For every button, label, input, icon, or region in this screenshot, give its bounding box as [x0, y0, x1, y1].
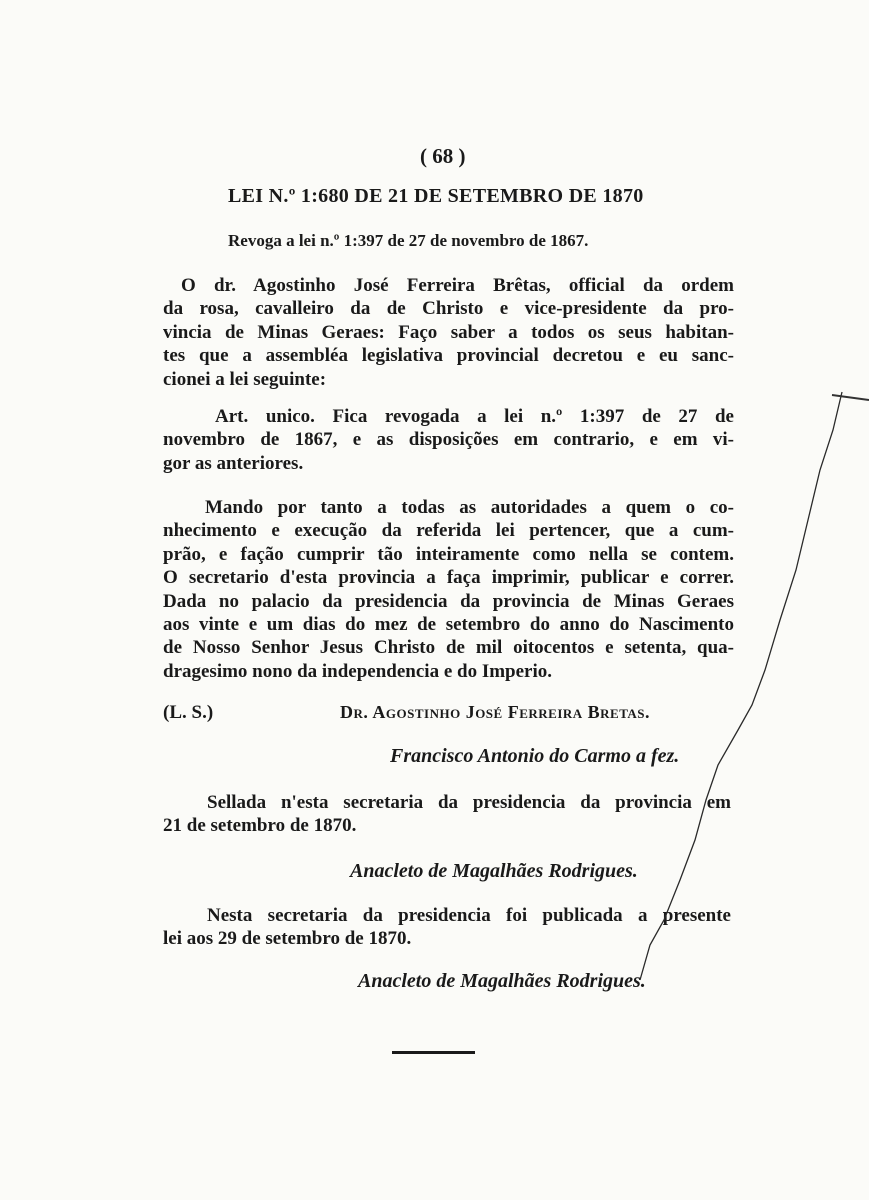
article-line: novembro de 1867, e as disposições em contrario, e em vi-	[163, 429, 734, 451]
preamble-line: cionei a lei seguinte:	[163, 368, 327, 390]
law-summary: Revoga a lei n.º 1:397 de 27 de novembro de 1867.	[228, 231, 589, 250]
published-by-signature: Anacleto de Magalhães Rodrigues.	[358, 970, 646, 992]
article-line: gor as anteriores.	[163, 452, 304, 474]
preamble-line: tes que a assembléa legislativa provincial decretou e eu sanc-	[163, 345, 734, 367]
mandate-line: prão, e fação cumprir tão inteiramente como nella se contem.	[163, 543, 734, 565]
article-paragraph	[163, 405, 734, 475]
mandate-paragraph	[163, 496, 734, 683]
published-note	[163, 904, 731, 951]
preamble-line: da rosa, cavalleiro da de Christo e vice-presidente da pro-	[163, 298, 734, 320]
preamble-line: O dr. Agostinho José Ferreira Brêtas, official da ordem	[181, 275, 734, 296]
sealed-by-signature: Anacleto de Magalhães Rodrigues.	[350, 860, 638, 882]
law-title: LEI N.º 1:680 DE 21 DE SETEMBRO DE 1870	[228, 185, 644, 207]
signatory-name: Dr. Agostinho José Ferreira Bretas.	[340, 702, 651, 722]
seal-mark: (L. S.)	[163, 702, 214, 723]
article-line: Art. unico. Fica revogada a lei n.º 1:397 de 27 de	[215, 406, 734, 427]
published-line: Nesta secretaria da presidencia foi publicada a presente	[207, 905, 731, 926]
mandate-line: dragesimo nono da independencia e do Imperio.	[163, 660, 553, 682]
mandate-line: O secretario d'esta provincia a faça imprimir, publicar e correr.	[163, 567, 734, 589]
closing-rule	[392, 1051, 475, 1054]
mandate-line: aos vinte e um dias do mez de setembro do anno do Nascimento	[163, 614, 734, 636]
page-number: ( 68 )	[420, 144, 466, 168]
published-line: lei aos 29 de setembro de 1870.	[163, 928, 412, 950]
sealed-line: 21 de setembro de 1870.	[163, 815, 357, 837]
mandate-line: Dada no palacio da presidencia da provincia de Minas Geraes	[163, 590, 734, 612]
sealed-line: Sellada n'esta secretaria da presidencia da provincia em	[207, 792, 731, 813]
sealed-note	[163, 791, 731, 838]
preamble-paragraph	[163, 274, 734, 391]
mandate-line: nhecimento e execução da referida lei pertencer, que a cum-	[163, 520, 734, 542]
mandate-line: Mando por tanto a todas as autoridades a quem o co-	[205, 497, 734, 518]
drafter-line: Francisco Antonio do Carmo a fez.	[390, 745, 680, 767]
mandate-line: de Nosso Senhor Jesus Christo de mil oitocentos e setenta, qua-	[163, 637, 734, 659]
preamble-line: vincia de Minas Geraes: Faço saber a todos os seus habitan-	[163, 321, 734, 343]
